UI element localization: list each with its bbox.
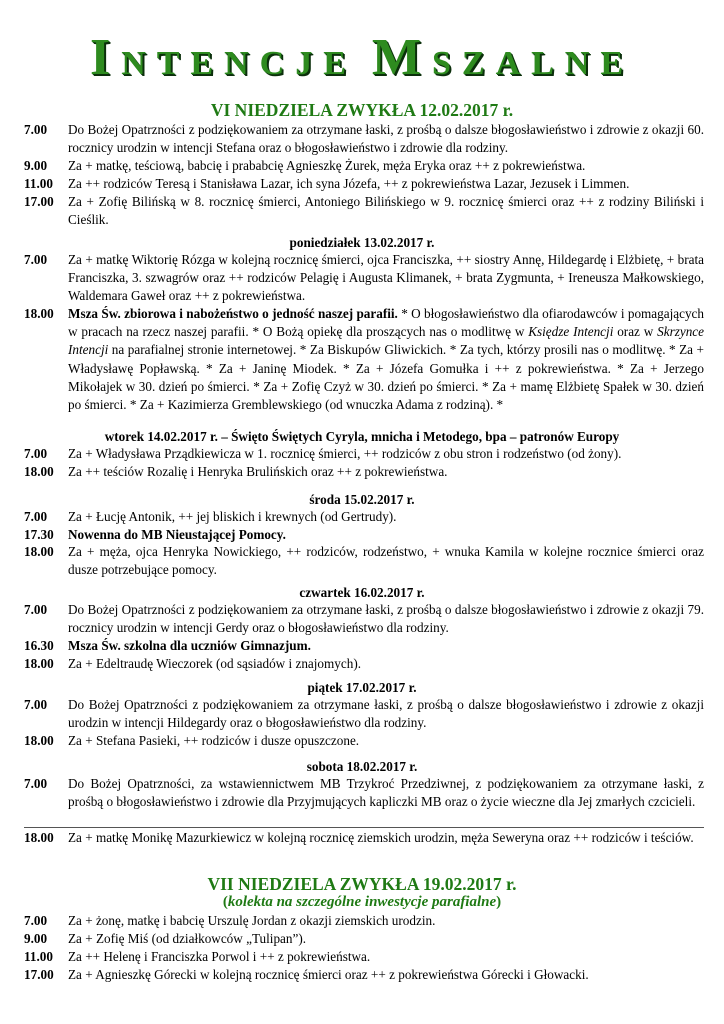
divider — [24, 827, 704, 828]
day-heading: sobota 18.02.2017 r. — [306, 759, 418, 774]
mass-entry — [24, 930, 704, 948]
mass-time: 7.00 — [24, 446, 48, 461]
day-heading: czwartek 16.02.2017 r. — [299, 585, 425, 600]
mass-time: 18.00 — [24, 464, 54, 479]
mass-intention: Za + Łucję Antonik, ++ jej bliskich i krewnych (od Gertrudy). — [68, 509, 397, 524]
mass-entry — [24, 508, 704, 526]
mass-time: 16.30 — [24, 638, 54, 653]
mass-intention: Za + Stefana Pasieki, ++ rodziców i dusze opuszczone. — [68, 733, 360, 748]
mass-intention: Do Bożej Opatrzności z podziękowaniem za otrzymane łaski, z prośbą o dalsze błogosławieństwo i zdrowie z okazji 60. rocznicy urodzin w intencji Stefana oraz o błogosławieństwo i zdrowie dla rodziny. — [68, 122, 704, 156]
mass-entry — [24, 193, 704, 229]
mass-time: 7.00 — [24, 122, 48, 137]
mass-entry — [24, 601, 704, 637]
mass-time: 7.00 — [24, 776, 48, 791]
mass-intention: Za + Władysława Prządkiewicza w 1. rocznicę śmierci, ++ rodziców z obu stron i rodzeństwo (od żony). — [68, 446, 622, 461]
mass-time: 7.00 — [24, 252, 48, 267]
mass-intention: Msza Św. zbiorowa i nabożeństwo o jedność naszej parafii. * O błogosławieństwo dla ofiarodawców i pomagających w pracach na rzecz naszej parafii. * O Bożą opiekę dla proszących nas o modlitwę w Księdze Intencji oraz w Skrzynce Intencji na parafialnej stronie internetowej. * Za Biskupów Gliwickich. * Za tych, którzy prosili nas o modlitwę. * Za + Władysławę Popławską. * Za + Janinę Miodek. * Za + Józefa Gomułka i ++ z pokrewieństwa. * Za + Jerzego Mikołajek w 30. dzień po śmierci. * Za + Zofię Czyż w 30. dzień po śmierci. * Za + mamę Elżbietę Spałek w 30. dzień po śmierci. * Za + Kazimierza Gremblewskiego (od wnuczka Adama z rodziną). * — [68, 306, 705, 413]
mass-entry — [24, 445, 704, 463]
mass-time: 9.00 — [24, 158, 48, 173]
mass-entry — [24, 305, 704, 414]
mass-intention: Za + Zofię Miś (od działkowców „Tulipan”). — [68, 931, 307, 946]
mass-entry — [24, 526, 704, 544]
mass-entry — [24, 121, 704, 157]
mass-time: 17.00 — [24, 967, 54, 982]
sunday-heading: VI NIEDZIELA ZWYKŁA 12.02.2017 r. — [210, 100, 514, 120]
mass-entry — [24, 829, 704, 847]
mass-intention: Za + żonę, matkę i babcię Urszulę Jordan z okazji ziemskich urodzin. — [68, 913, 436, 928]
mass-intention: Do Bożej Opatrzności z podziękowaniem za otrzymane łaski, z prośbą o dalsze błogosławieństwo i zdrowie z okazji 79. rocznicy urodzin w intencji Gerdy oraz o błogosławieństwo dla rodziny. — [68, 602, 704, 636]
mass-time: 18.00 — [24, 656, 54, 671]
mass-time: 18.00 — [24, 733, 54, 748]
mass-entry — [24, 966, 704, 984]
mass-entry — [24, 948, 704, 966]
mass-entry — [24, 175, 704, 193]
mass-intention: Za ++ rodziców Teresą i Stanisława Lazar, ich syna Józefa, ++ z pokrewieństwa Lazar, Jezusek i Limmen. — [68, 176, 630, 191]
mass-entry — [24, 543, 704, 579]
mass-intention: Za + Zofię Bilińską w 8. rocznicę śmierci, Antoniego Bilińskiego w 9. rocznicę śmierci oraz ++ z rodziny Biliński i Cieślik. — [68, 194, 704, 228]
collection-note: (kolekta na szczególne inwestycje parafialne) — [222, 894, 502, 910]
mass-time: 18.00 — [24, 306, 54, 321]
mass-entry — [24, 775, 704, 811]
mass-time: 7.00 — [24, 602, 48, 617]
mass-entry — [24, 251, 704, 306]
day-heading: środa 15.02.2017 r. — [309, 492, 415, 507]
mass-entry — [24, 696, 704, 732]
mass-entry — [24, 912, 704, 930]
mass-intention: Za + matkę Monikę Mazurkiewicz w kolejną rocznicę ziemskich urodzin, męża Seweryna oraz ++ rodziców i teściów. — [68, 830, 694, 845]
mass-intention: Za + męża, ojca Henryka Nowickiego, ++ rodziców, rodzeństwo, + wnuka Kamila w kolejne rocznice śmierci oraz dusze potrzebujące pomocy. — [68, 544, 704, 578]
day-heading: poniedziałek 13.02.2017 r. — [289, 235, 435, 250]
day-heading: piątek 17.02.2017 r. — [307, 680, 417, 695]
mass-intention: Za + matkę Wiktorię Rózga w kolejną rocznicę śmierci, ojca Franciszka, ++ siostry Annę, Hildegardę i Elżbietę, + brata Franciszka, 3. szwagrów oraz ++ rodziców Pelagię i Augusta Klimanek, + brata Zygmunta, + Ireneusza Małkowskiego, Waldemara Gaweł oraz ++ z pokrewieństwa. — [68, 252, 704, 304]
mass-entry — [24, 463, 704, 481]
mass-time: 11.00 — [24, 176, 53, 191]
mass-time: 7.00 — [24, 697, 48, 712]
mass-time: 7.00 — [24, 913, 48, 928]
mass-entry — [24, 157, 704, 175]
day-heading: wtorek 14.02.2017 r. – Święto Świętych Cyryla, mnicha i Metodego, bpa – patronów Europy — [104, 429, 620, 444]
mass-time: 11.00 — [24, 949, 53, 964]
mass-intention: Do Bożej Opatrzności, za wstawiennictwem MB Trzykroć Przedziwnej, z podziękowaniem za otrzymane łaski, z prośbą o błogosławieństwo i zdrowie dla Przyjmujących kapliczki MB oraz o życie wieczne dla Jej zmarłych czcicieli. — [68, 776, 704, 810]
mass-intention: Za ++ Helenę i Franciszka Porwol i ++ z pokrewieństwa. — [68, 949, 371, 964]
mass-intention: Msza Św. szkolna dla uczniów Gimnazjum. — [68, 638, 311, 653]
mass-time: 7.00 — [24, 509, 48, 524]
mass-intention: Za + matkę, teściową, babcię i prababcię Agnieszkę Żurek, męża Eryka oraz ++ z pokrewieństwa. — [68, 158, 586, 173]
mass-time: 18.00 — [24, 830, 54, 845]
mass-intention: Do Bożej Opatrzności z podziękowaniem za otrzymane łaski, z prośbą o dalsze błogosławieństwo i zdrowie z okazji urodzin w intencji Hildegardy oraz o błogosławieństwo dla rodziny. — [68, 697, 704, 731]
mass-time: 17.00 — [24, 194, 54, 209]
mass-entry — [24, 732, 704, 750]
mass-time: 18.00 — [24, 544, 54, 559]
mass-time: 17.30 — [24, 527, 54, 542]
mass-intention: Za + Agnieszkę Górecki w kolejną rocznicę śmierci oraz ++ z pokrewieństwa Górecki i Głowacki. — [68, 967, 589, 982]
mass-time: 9.00 — [24, 931, 48, 946]
mass-entry — [24, 655, 704, 673]
mass-intention: Nowenna do MB Nieustającej Pomocy. — [68, 527, 286, 542]
mass-intention: Za + Edeltraudę Wieczorek (od sąsiadów i znajomych). — [68, 656, 362, 671]
page-title: INTENCJE MSZALNE — [89, 29, 635, 86]
sunday-heading: VII NIEDZIELA ZWYKŁA 19.02.2017 r. — [207, 874, 517, 894]
mass-entry — [24, 637, 704, 655]
mass-intention: Za ++ teściów Rozalię i Henryka Brulińskich oraz ++ z pokrewieństwa. — [68, 464, 448, 479]
